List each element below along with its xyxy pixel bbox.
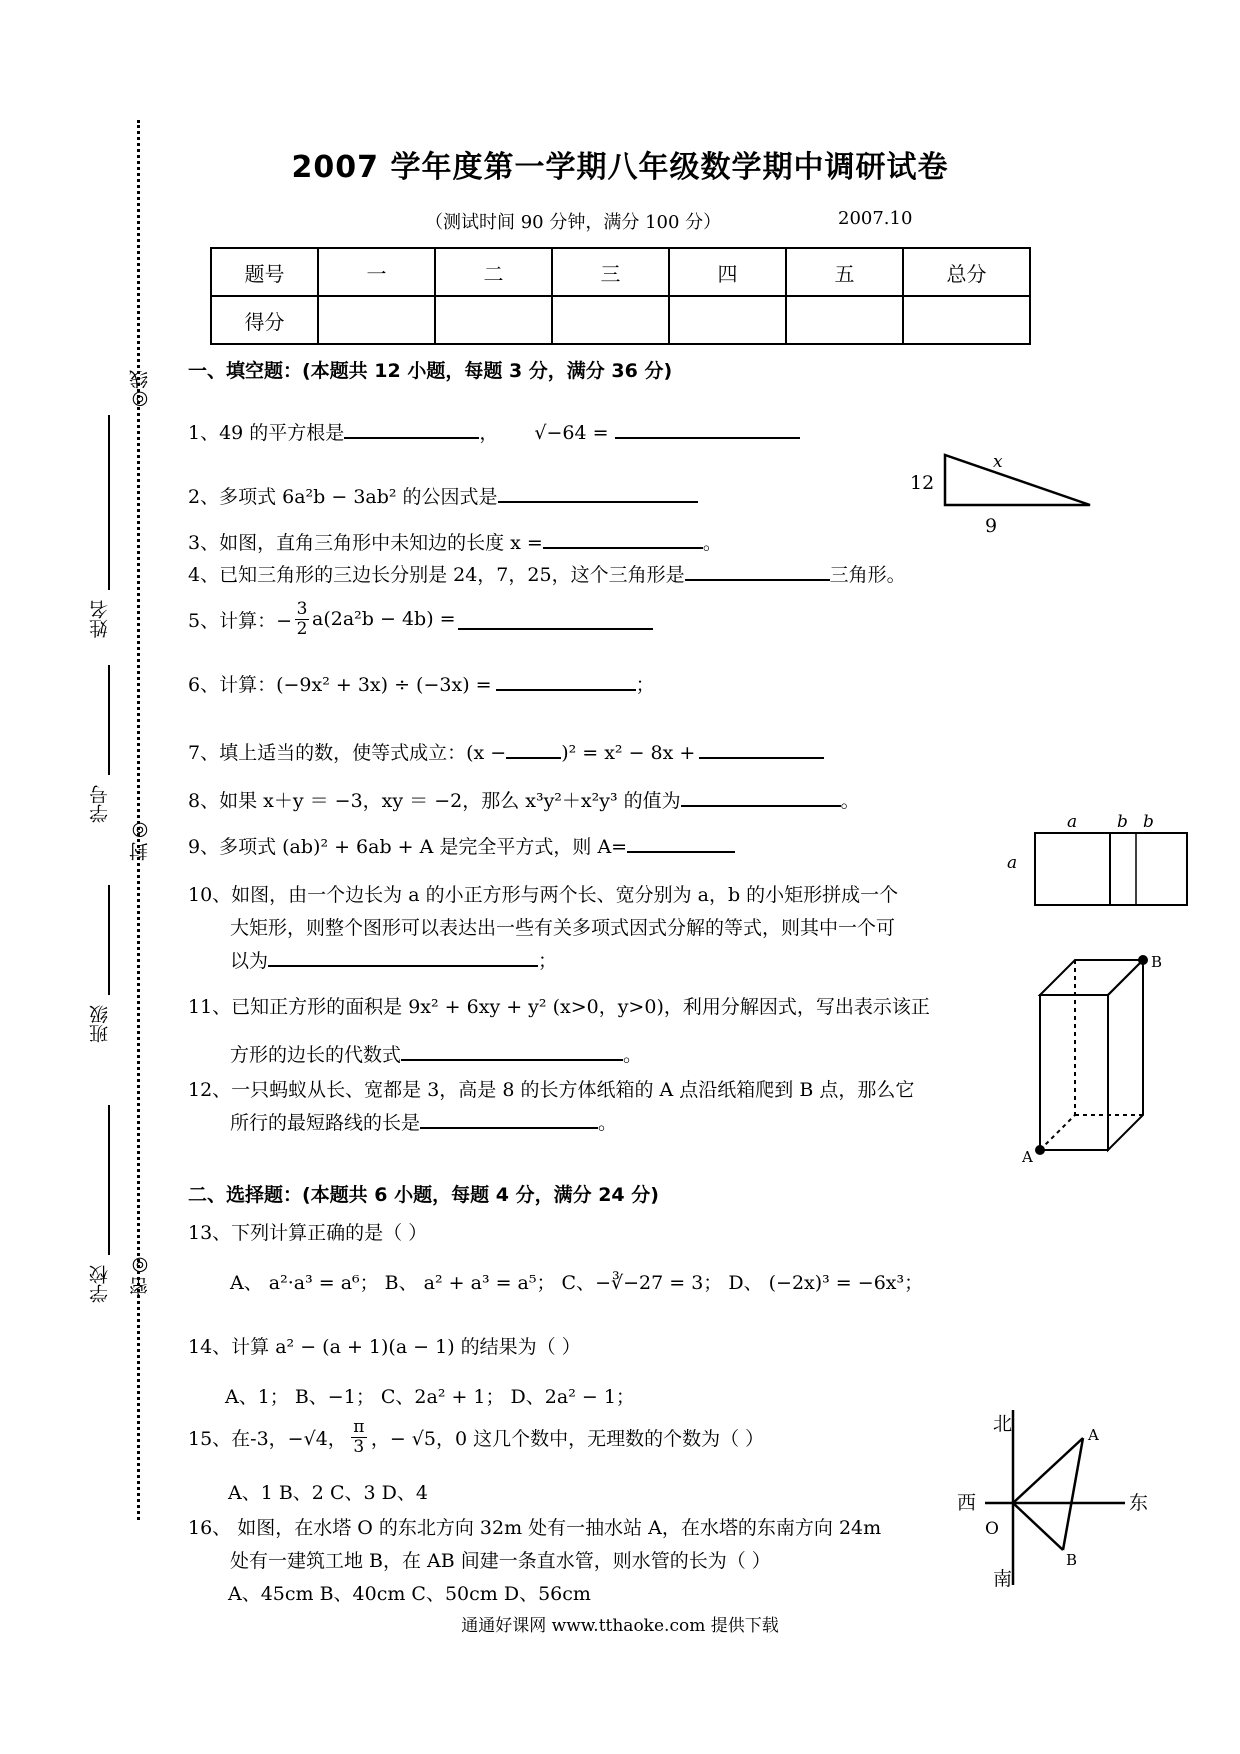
question-16-line-1: 16、 如图，在水塔 O 的东北方向 32m 处有一抽水站 A，在水塔的东南方向 24m bbox=[188, 1517, 882, 1539]
score-cell: 总分 bbox=[903, 248, 1030, 296]
q8-end: 。 bbox=[840, 790, 860, 812]
name-label: 姓名 bbox=[89, 600, 111, 638]
question-11-line-2 bbox=[230, 1040, 642, 1067]
hidden-edge-d bbox=[1040, 1115, 1075, 1150]
question-14-options: A、1； B、−1； C、2a² + 1； D、2a² − 1； bbox=[225, 1386, 635, 1408]
score-cell: 得分 bbox=[211, 296, 318, 344]
score-table bbox=[210, 247, 1031, 345]
q7-answer-blank-1[interactable] bbox=[506, 738, 561, 759]
box-side bbox=[1108, 960, 1143, 1150]
score-input-cell[interactable] bbox=[318, 296, 435, 344]
section-2-heading: 二、选择题：(本题共 6 小题，每题 4 分，满分 24 分) bbox=[188, 1184, 659, 1206]
triangle-label-left: 12 bbox=[910, 472, 935, 494]
compass-south: 南 bbox=[993, 1568, 1013, 1590]
question-3 bbox=[188, 528, 722, 555]
score-cell: 题号 bbox=[211, 248, 318, 296]
q4-end: 三角形。 bbox=[829, 564, 906, 586]
question-12-line-1: 12、一只蚂蚁从长、宽都是 3，高是 8 的长方体纸箱的 A 点沿纸箱爬到 B 点，那么它 bbox=[188, 1079, 915, 1101]
q3-answer-blank[interactable] bbox=[543, 528, 703, 549]
cuboid-figure bbox=[1020, 955, 1200, 1170]
rectangle-figure bbox=[1005, 810, 1195, 910]
line-ob bbox=[1013, 1503, 1063, 1550]
compass-east: 东 bbox=[1129, 1492, 1149, 1514]
score-cell: 二 bbox=[435, 248, 552, 296]
subtitle: （测试时间 90 分钟，满分 100 分） bbox=[425, 212, 722, 233]
triangle-label-hyp: x bbox=[993, 452, 1003, 472]
id-label: 学号 bbox=[89, 785, 111, 823]
q1-text: 1、49 的平方根是 bbox=[188, 422, 345, 444]
question-4 bbox=[188, 560, 906, 587]
q12-text: 所行的最短路线的长是 bbox=[230, 1112, 421, 1134]
box-top bbox=[1040, 960, 1143, 995]
compass-north: 北 bbox=[993, 1413, 1013, 1435]
q5-answer-blank[interactable] bbox=[458, 609, 653, 630]
q5-fraction bbox=[295, 600, 309, 638]
q15-text: 15、在-3，−√4， bbox=[188, 1427, 347, 1450]
q2-text: 2、多项式 6a²b − 3ab² 的公因式是 bbox=[188, 486, 498, 508]
question-14-stem: 14、计算 a² − (a + 1)(a − 1) 的结果为（ ） bbox=[188, 1336, 581, 1358]
score-input-cell[interactable] bbox=[552, 296, 669, 344]
section-1-heading: 一、填空题：(本题共 12 小题，每题 3 分，满分 36 分) bbox=[188, 360, 673, 382]
q8-answer-blank[interactable] bbox=[681, 786, 841, 807]
question-15-stem bbox=[188, 1418, 764, 1456]
q4-text: 4、已知三角形的三边长分别是 24，7，25，这个三角形是 bbox=[188, 564, 685, 586]
q7-text-2: )² = x² − 8x + bbox=[561, 742, 696, 764]
score-cell: 五 bbox=[786, 248, 903, 296]
q9-answer-blank[interactable] bbox=[627, 832, 735, 853]
compass-label-b: B bbox=[1066, 1551, 1078, 1569]
q6-text: 6、计算：(−9x² + 3x) ÷ (−3x) = bbox=[188, 674, 492, 696]
point-a-dot bbox=[1035, 1145, 1045, 1155]
question-9 bbox=[188, 832, 735, 859]
q5-text: 5、计算：− bbox=[188, 609, 293, 632]
name-line[interactable] bbox=[108, 415, 110, 590]
question-13-stem: 13、下列计算正确的是（ ） bbox=[188, 1222, 428, 1244]
school-label: 学校 bbox=[89, 1265, 111, 1303]
q7-text: 7、填上适当的数，使等式成立：(x − bbox=[188, 742, 507, 764]
q15-text-2: ，− √5，0 这几个数中，无理数的个数为（ ） bbox=[370, 1427, 765, 1450]
q5-frac-num: 3 bbox=[296, 599, 308, 619]
question-7 bbox=[188, 738, 824, 765]
question-5 bbox=[188, 600, 653, 638]
question-13-options: A、 a²·a³ = a⁶； B、 a² + a³ = a⁵； C、−∛−27 = 3； D、 (−2x)³ = −6x³； bbox=[230, 1272, 924, 1294]
page-title: 2007 学年度第一学期八年级数学期中调研试卷 bbox=[291, 150, 949, 185]
page-footer: 通通好课网 www.tthaoke.com 提供下载 bbox=[461, 1616, 779, 1636]
score-cell: 一 bbox=[318, 248, 435, 296]
box-label-a: A bbox=[1022, 1148, 1033, 1166]
q7-answer-blank-2[interactable] bbox=[699, 738, 824, 759]
q2-answer-blank[interactable] bbox=[498, 482, 698, 503]
q1-answer-blank-1[interactable] bbox=[344, 418, 479, 439]
score-header-row bbox=[211, 248, 1030, 296]
compass-label-a: A bbox=[1088, 1426, 1099, 1444]
q3-text: 3、如图，直角三角形中未知边的长度 x = bbox=[188, 532, 543, 554]
exam-date: 2007.10 bbox=[838, 208, 913, 229]
score-input-cell[interactable] bbox=[786, 296, 903, 344]
question-15-options: A、1 B、2 C、3 D、4 bbox=[228, 1482, 428, 1504]
q4-answer-blank[interactable] bbox=[685, 560, 830, 581]
compass-west: 西 bbox=[957, 1492, 977, 1514]
q6-answer-blank[interactable] bbox=[496, 670, 636, 691]
q12-end: 。 bbox=[598, 1112, 618, 1134]
point-b-dot bbox=[1138, 955, 1148, 965]
q8-text: 8、如果 x＋y ＝ −3，xy ＝ −2，那么 x³y²＋x²y³ 的值为 bbox=[188, 790, 681, 812]
class-label: 班级 bbox=[89, 1005, 111, 1043]
question-2 bbox=[188, 482, 698, 509]
score-cell: 四 bbox=[669, 248, 786, 296]
rect-label-b2: b bbox=[1143, 812, 1154, 832]
secret-mark: 密◎ bbox=[129, 1255, 151, 1296]
box-label-b: B bbox=[1151, 955, 1163, 971]
score-input-cell[interactable] bbox=[903, 296, 1030, 344]
q12-answer-blank[interactable] bbox=[420, 1108, 598, 1129]
q10-end: ； bbox=[538, 950, 558, 972]
q10-answer-blank[interactable] bbox=[268, 946, 538, 967]
question-16-line-2: 处有一建筑工地 B，在 AB 间建一条直水管，则水管的长为（ ） bbox=[230, 1550, 771, 1572]
score-value-row bbox=[211, 296, 1030, 344]
question-10-line-1: 10、如图，由一个边长为 a 的小正方形与两个长、宽分别为 a，b 的小矩形拼成一个 bbox=[188, 884, 899, 906]
question-6 bbox=[188, 670, 655, 697]
q11-text: 方形的边长的代数式 bbox=[230, 1044, 402, 1066]
id-line[interactable] bbox=[108, 665, 110, 775]
q1-answer-blank-2[interactable] bbox=[615, 418, 800, 439]
school-line[interactable] bbox=[108, 1105, 110, 1255]
question-16-options: A、45cm B、40cm C、50cm D、56cm bbox=[228, 1583, 591, 1605]
compass-figure bbox=[955, 1395, 1165, 1590]
q15-frac-den: 3 bbox=[353, 1436, 365, 1457]
question-12-line-2 bbox=[230, 1108, 617, 1135]
score-cell: 三 bbox=[552, 248, 669, 296]
q1-comma: ， bbox=[479, 422, 499, 444]
q11-end: 。 bbox=[623, 1044, 643, 1066]
q9-text: 9、多项式 (ab)² + 6ab + A 是完全平方式，则 A= bbox=[188, 836, 628, 858]
score-input-cell[interactable] bbox=[669, 296, 786, 344]
question-8 bbox=[188, 786, 860, 813]
seal-mark: 封◎ bbox=[129, 820, 151, 861]
q6-end: ； bbox=[635, 674, 655, 696]
compass-label-o: O bbox=[985, 1519, 999, 1539]
q1-text-2: √−64 = bbox=[534, 422, 609, 444]
q5-text-2: a(2a²b − 4b) = bbox=[312, 608, 456, 631]
rect-label-a-left: a bbox=[1007, 853, 1018, 873]
line-mark: ◎线 bbox=[129, 370, 151, 411]
q10-text: 以为 bbox=[230, 950, 269, 972]
right-triangle-figure bbox=[905, 445, 1100, 540]
q11-answer-blank[interactable] bbox=[401, 1040, 623, 1061]
question-1 bbox=[188, 418, 800, 445]
question-11-line-1: 11、已知正方形的面积是 9x² + 6xy + y² (x>0，y>0)，利用分解因式，写出表示该正 bbox=[188, 996, 930, 1018]
triangle-label-bottom: 9 bbox=[985, 515, 998, 537]
q3-end: 。 bbox=[702, 532, 722, 554]
q15-frac-num: π bbox=[353, 1417, 365, 1437]
rect-label-b1: b bbox=[1117, 812, 1128, 832]
q15-fraction bbox=[351, 1418, 367, 1456]
class-line[interactable] bbox=[108, 885, 110, 995]
question-10-line-2: 大矩形，则整个图形可以表达出一些有关多项式因式分解的等式，则其中一个可 bbox=[230, 917, 896, 939]
score-input-cell[interactable] bbox=[435, 296, 552, 344]
rect-label-a-top: a bbox=[1067, 812, 1078, 832]
q5-frac-den: 2 bbox=[296, 618, 308, 639]
triangle-shape bbox=[945, 455, 1090, 505]
question-10-line-3 bbox=[230, 946, 557, 973]
